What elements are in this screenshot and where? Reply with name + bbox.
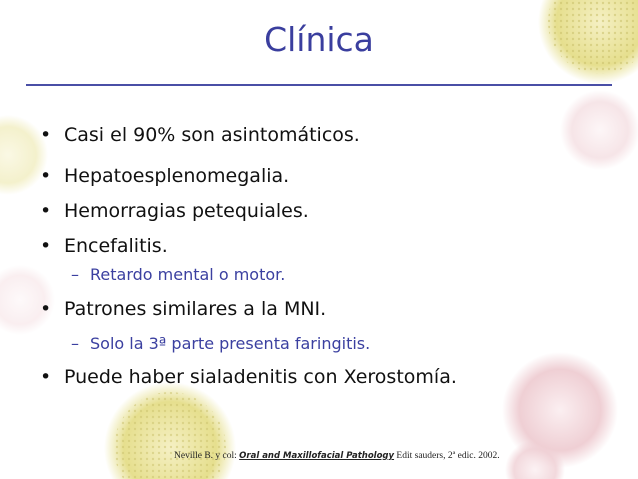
bullet-marker: • — [40, 235, 52, 257]
subbullet-text: Retardo mental o motor. — [90, 265, 286, 284]
bullet-marker: • — [40, 165, 52, 187]
bullet-marker: • — [40, 366, 52, 388]
subbullet-text: Solo la 3ª parte presenta faringitis. — [90, 334, 371, 353]
reference-book-title: Oral and Maxillofacial Pathology — [239, 451, 395, 461]
title-divider — [26, 84, 612, 86]
subbullet-marker: – — [71, 334, 79, 353]
reference-authors: Neville B. y col: — [174, 451, 237, 461]
bullet-text: Patrones similares a la MNI. — [64, 298, 327, 320]
bullet-marker: • — [40, 298, 52, 320]
bullet-text: Hepatoesplenomegalia. — [64, 165, 290, 187]
bullet-text: Hemorragias petequiales. — [64, 200, 309, 222]
bullet-text: Encefalitis. — [64, 235, 168, 257]
bullet-text: Puede haber sialadenitis con Xerostomía. — [64, 366, 457, 388]
bullet-marker: • — [40, 200, 52, 222]
slide-title: Clínica — [264, 20, 374, 59]
reference-publisher: Edit sauders, 2ª edic. 2002. — [396, 451, 500, 461]
bullet-marker: • — [40, 124, 52, 146]
reference-citation — [174, 451, 500, 461]
bullet-text: Casi el 90% son asintomáticos. — [64, 124, 360, 146]
subbullet-marker: – — [71, 265, 79, 284]
